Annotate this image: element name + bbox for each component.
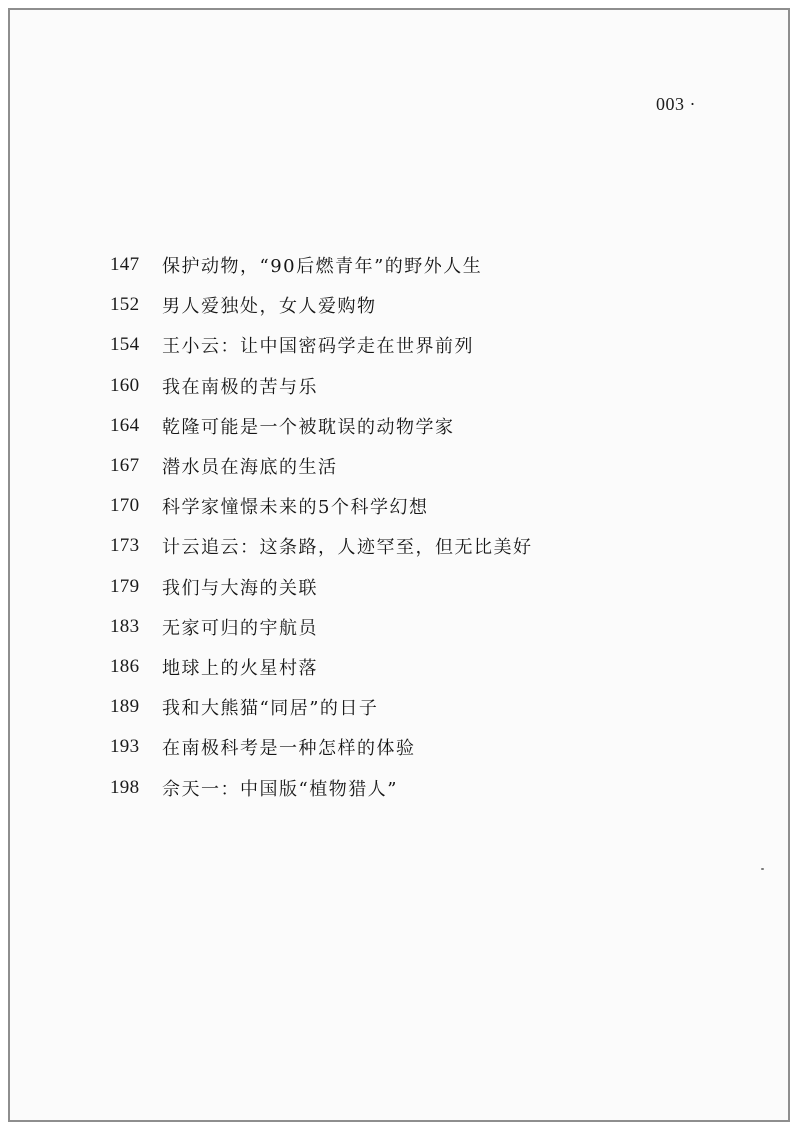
toc-entry[interactable] xyxy=(110,406,710,446)
toc-entry[interactable] xyxy=(110,607,710,647)
page-number: 003 · xyxy=(656,94,696,114)
toc-title: 潜水员在海底的生活 xyxy=(162,457,338,479)
toc-page-number: 183 xyxy=(110,615,140,637)
toc-title: 男人爱独处，女人爱购物 xyxy=(162,296,377,318)
toc-title: 乾隆可能是一个被耽误的动物学家 xyxy=(162,416,455,438)
toc-entry[interactable] xyxy=(110,526,710,566)
toc-title: 地球上的火星村落 xyxy=(162,657,318,679)
table-of-contents xyxy=(110,245,710,808)
toc-title: 无家可归的宇航员 xyxy=(162,617,318,639)
scan-speck xyxy=(761,868,764,870)
toc-page-number: 147 xyxy=(110,254,140,276)
toc-page-number: 170 xyxy=(110,495,140,517)
toc-page-number: 154 xyxy=(110,334,140,356)
toc-title: 我在南极的苦与乐 xyxy=(162,376,318,398)
book-page xyxy=(8,8,790,1122)
toc-page-number: 189 xyxy=(110,696,140,718)
toc-entry[interactable] xyxy=(110,687,710,727)
toc-page-number: 193 xyxy=(110,736,140,758)
toc-entry[interactable] xyxy=(110,285,710,325)
toc-title: 计云追云：这条路，人迹罕至，但无比美好 xyxy=(162,537,533,559)
toc-entry[interactable] xyxy=(110,446,710,486)
toc-entry[interactable] xyxy=(110,486,710,526)
toc-title: 我们与大海的关联 xyxy=(162,577,318,599)
toc-entry[interactable] xyxy=(110,245,710,285)
toc-page-number: 179 xyxy=(110,575,140,597)
toc-page-number: 186 xyxy=(110,655,140,677)
toc-page-number: 160 xyxy=(110,374,140,396)
toc-page-number: 164 xyxy=(110,414,140,436)
toc-entry[interactable] xyxy=(110,567,710,607)
toc-title: 王小云：让中国密码学走在世界前列 xyxy=(162,336,474,358)
toc-title: 我和大熊猫“同居”的日子 xyxy=(162,698,379,720)
toc-page-number: 167 xyxy=(110,455,140,477)
toc-title: 佘天一：中国版“植物猎人” xyxy=(162,778,398,800)
toc-entry[interactable] xyxy=(110,325,710,365)
toc-entry[interactable] xyxy=(110,366,710,406)
toc-entry[interactable] xyxy=(110,727,710,767)
toc-page-number: 152 xyxy=(110,294,140,316)
toc-title: 在南极科考是一种怎样的体验 xyxy=(162,738,416,760)
toc-title: 科学家憧憬未来的5个科学幻想 xyxy=(162,497,429,519)
toc-page-number: 198 xyxy=(110,776,140,798)
toc-title: 保护动物，“90后燃青年”的野外人生 xyxy=(162,256,483,278)
toc-page-number: 173 xyxy=(110,535,140,557)
toc-entry[interactable] xyxy=(110,647,710,687)
toc-entry[interactable] xyxy=(110,767,710,807)
